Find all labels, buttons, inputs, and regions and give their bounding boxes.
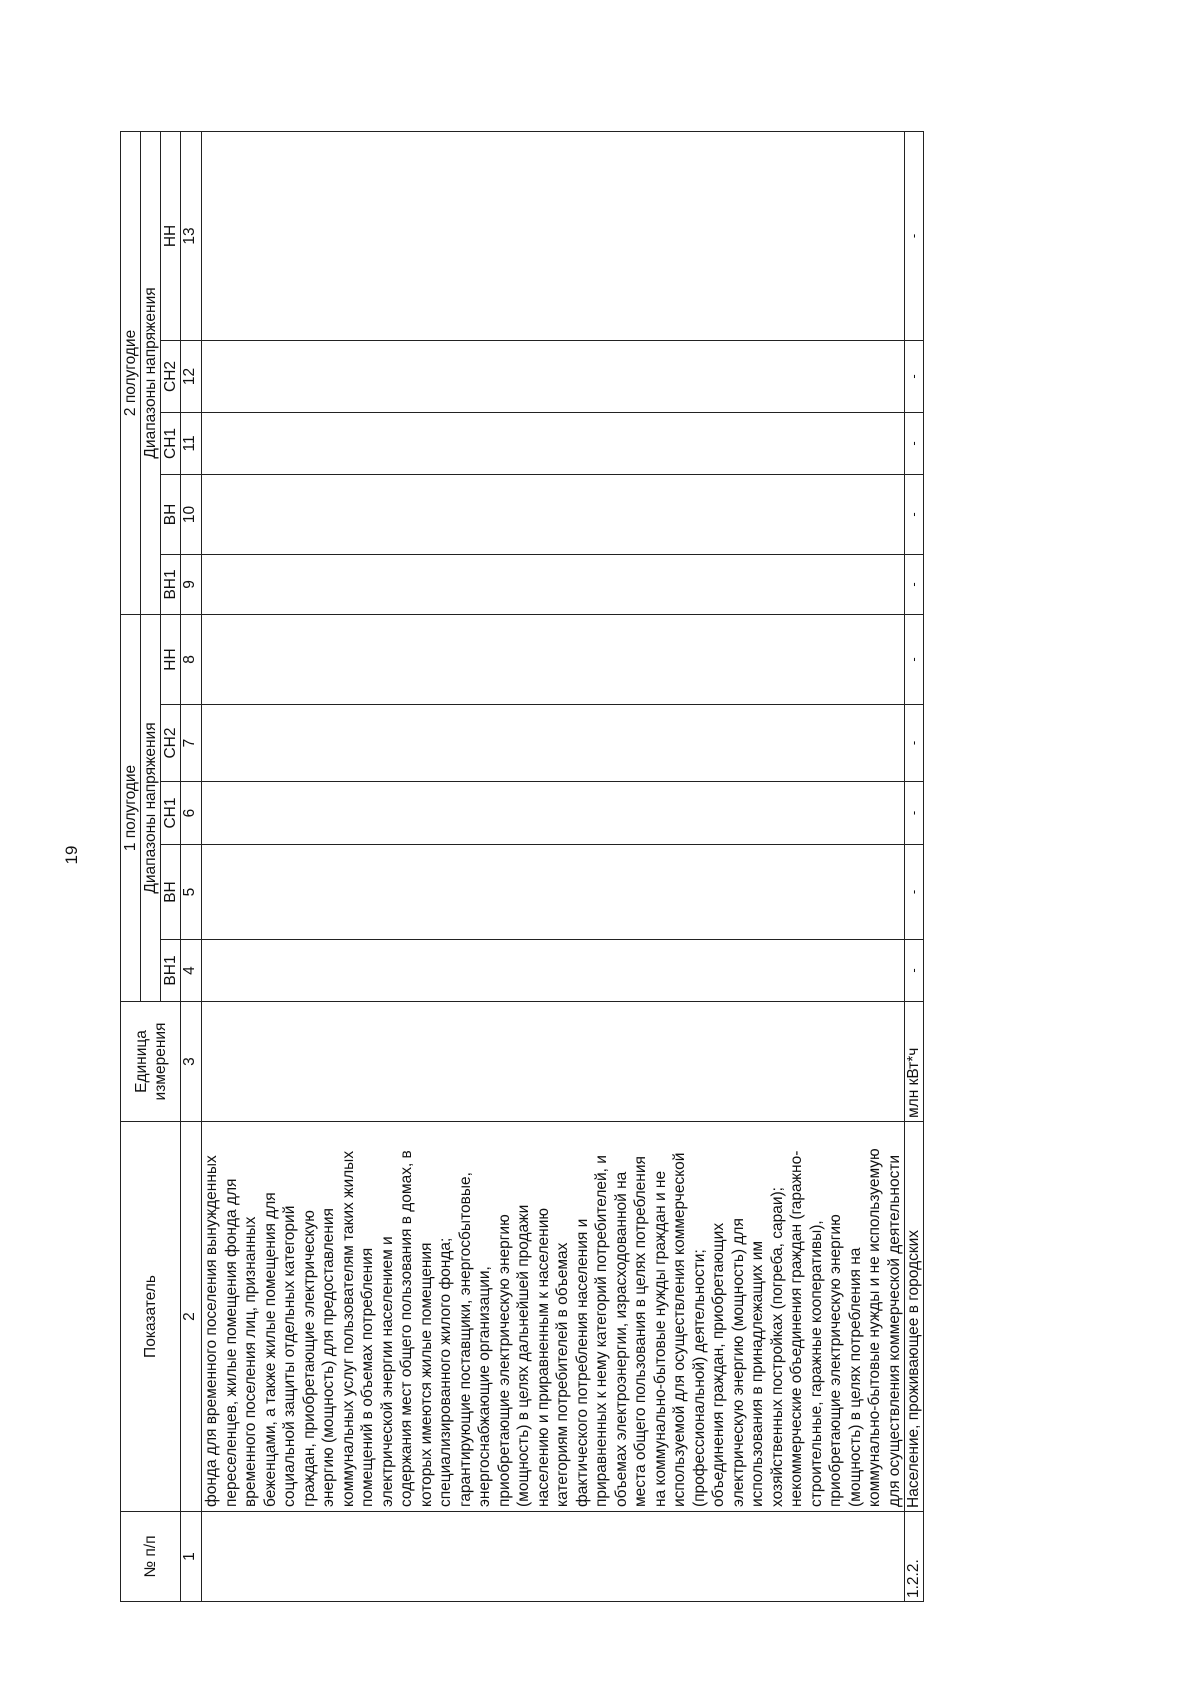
description-line: приобретающие электрическую энергию <box>495 1214 513 1507</box>
tariff-volume-table <box>120 131 924 1602</box>
header-indicator: Показатель <box>121 1122 181 1512</box>
header-unit: Единица измерения <box>121 1002 181 1122</box>
value-cell: - <box>905 412 924 474</box>
description-line: (мощность) в целях дальнейшей продажи <box>515 1204 532 1507</box>
header-half1: 1 полугодие <box>121 614 141 1001</box>
value-cell <box>202 412 905 474</box>
column-number: 2 <box>181 1122 202 1512</box>
header-num: № п/п <box>121 1512 181 1602</box>
description-line: энергию (мощность) для предоставления <box>320 1208 337 1507</box>
value-cell <box>202 845 905 940</box>
description-line: электрической энергии населением и <box>378 1236 396 1507</box>
description-line: содержания мест общего пользования в домах, в <box>398 1150 415 1507</box>
description-line: населению и приравненным к населению <box>534 1208 552 1507</box>
header-vn1: ВН1 <box>161 554 181 614</box>
header-vn1: ВН1 <box>161 940 181 1002</box>
header-nn: НН <box>161 614 181 704</box>
value-cell: - <box>905 845 924 940</box>
description-line: строительные, гаражные кооперативы), <box>807 1220 825 1507</box>
row-num-cell <box>202 1512 905 1602</box>
column-number: 1 <box>181 1512 202 1602</box>
description-line: использования в принадлежащих им <box>749 1240 766 1507</box>
header-sn1: СН1 <box>161 782 181 845</box>
column-number: 13 <box>181 131 202 340</box>
column-number: 6 <box>181 782 202 845</box>
column-number: 7 <box>181 705 202 782</box>
description-line: которых имеются жилые помещения <box>417 1242 435 1507</box>
header-sn2: СН2 <box>161 340 181 412</box>
value-cell: - <box>905 614 924 704</box>
description-line: (профессиональной) деятельности; <box>690 1249 708 1507</box>
description-line: электрическую энергию (мощность) для <box>729 1218 747 1507</box>
header-half2: 2 полугодие <box>121 131 141 614</box>
value-cell: - <box>905 554 924 614</box>
description-line: объемах электроэнергии, израсходованной на <box>612 1171 630 1507</box>
value-cell: - <box>905 340 924 412</box>
value-cell: - <box>905 940 924 1002</box>
description-line: категориям потребителей в объемах <box>554 1242 571 1507</box>
description-line: хозяйственных постройках (погреба, сараи); <box>768 1187 786 1507</box>
header-vn: ВН <box>161 474 181 554</box>
description-line: (мощность) в целях потребления на <box>846 1247 864 1507</box>
description-line: фактического потребления населения и <box>573 1218 591 1507</box>
column-number: 8 <box>181 614 202 704</box>
header-sn2: СН2 <box>161 705 181 782</box>
description-line: используемой для осуществления коммерческой <box>671 1152 688 1507</box>
description-line: на коммунально-бытовые нужды граждан и не <box>651 1170 669 1507</box>
description-line: переселенцев, жилые помещения фонда для <box>222 1178 240 1507</box>
value-cell: - <box>905 782 924 845</box>
table-row <box>905 131 924 1601</box>
rotated-table-container <box>120 132 1105 1602</box>
value-cell <box>202 131 905 340</box>
value-cell: - <box>905 474 924 554</box>
description-line: энергоснабжающие организации, <box>476 1266 493 1507</box>
row-description <box>202 1122 905 1512</box>
value-cell: - <box>905 131 924 340</box>
value-cell <box>202 340 905 412</box>
description-line: помещений в объемах потребления <box>359 1247 376 1507</box>
column-number: 3 <box>181 1002 202 1122</box>
column-number: 9 <box>181 554 202 614</box>
value-cell <box>202 705 905 782</box>
description-line: приравненных к нему категорий потребителей, и <box>593 1155 610 1507</box>
header-vn: ВН <box>161 845 181 940</box>
value-cell <box>202 940 905 1002</box>
row-unit-cell: млн кВт*ч <box>905 1002 924 1122</box>
page-number: 19 <box>62 845 81 865</box>
row-num-cell: 1.2.2. <box>905 1512 924 1602</box>
header-ranges-half1: Диапазоны напряжения <box>141 614 161 1001</box>
column-number: 12 <box>181 340 202 412</box>
description-line: гарантирующие поставщики, энергосбытовые, <box>456 1172 474 1507</box>
column-number: 10 <box>181 474 202 554</box>
description-line: коммунальных услуг пользователям таких жилых <box>339 1150 357 1507</box>
description-line: объединения граждан, приобретающих <box>710 1222 727 1507</box>
column-number: 5 <box>181 845 202 940</box>
value-cell <box>202 782 905 845</box>
description-line: специализированного жилого фонда; <box>437 1237 454 1507</box>
value-cell: - <box>905 705 924 782</box>
header-nn: НН <box>161 131 181 340</box>
description-line: беженцами, а также жилые помещения для <box>261 1192 279 1507</box>
value-cell <box>202 614 905 704</box>
row-description: Население, проживающее в городских <box>905 1122 924 1512</box>
description-line: приобретающие электрическую энергию <box>827 1214 844 1507</box>
description-line: места общего пользования в целях потребления <box>632 1156 649 1507</box>
value-cell <box>202 474 905 554</box>
row-unit-cell <box>202 1002 905 1122</box>
header-ranges-half2: Диапазоны напряжения <box>141 131 161 614</box>
description-line: временного поселения лиц, признанных <box>242 1216 259 1507</box>
table-row <box>202 131 905 1601</box>
description-line: некоммерческие объединения граждан (гаражно- <box>788 1150 805 1507</box>
description-line: социальной защиты отдельных категорий <box>281 1205 298 1507</box>
header-sn1: СН1 <box>161 412 181 474</box>
description-line: фонда для временного поселения вынужденных <box>203 1155 220 1507</box>
description-line: граждан, приобретающие электрическую <box>300 1210 318 1507</box>
description-line: коммунально-бытовые нужды и не используемую <box>866 1148 883 1507</box>
column-number: 4 <box>181 940 202 1002</box>
value-cell <box>202 554 905 614</box>
description-line: для осуществления коммерческой деятельности <box>885 1154 903 1507</box>
column-number: 11 <box>181 412 202 474</box>
